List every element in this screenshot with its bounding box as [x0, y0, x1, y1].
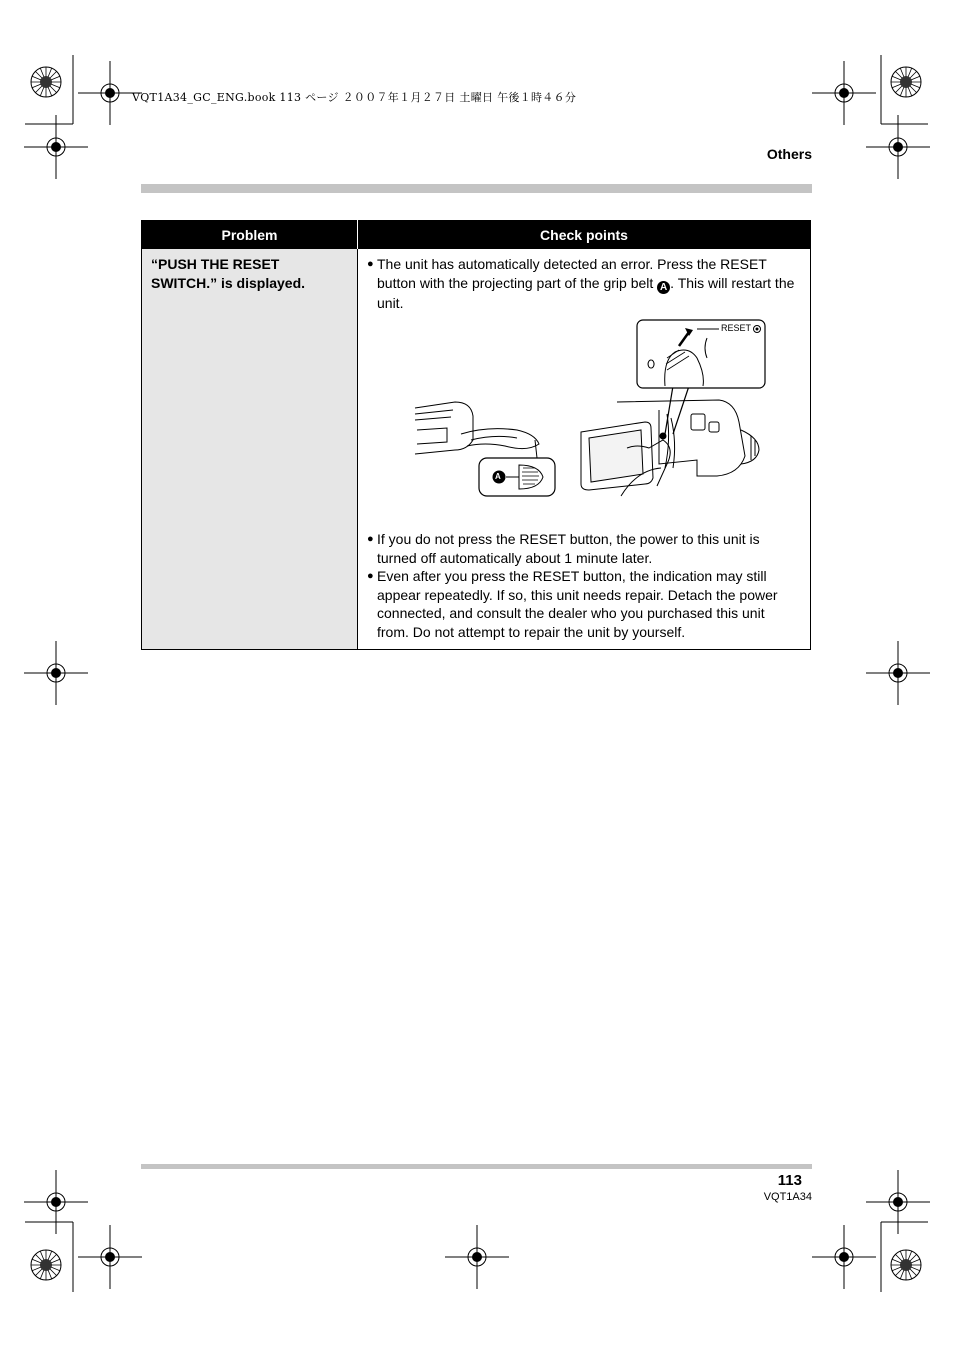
- check-text-post: . This will restart the unit.: [377, 274, 795, 311]
- top-divider-bar: [141, 184, 812, 193]
- page-number: 113: [777, 1172, 802, 1189]
- reset-illustration: [367, 318, 798, 524]
- check-points-cell: [358, 249, 811, 650]
- reset-inset: [637, 320, 765, 434]
- camera-side-view: [415, 402, 539, 458]
- check-point-first: [367, 255, 798, 312]
- table-header-row: [142, 221, 811, 250]
- document-code: VQT1A34: [763, 1191, 812, 1203]
- check-point-text: If you do not press the RESET button, the power to this unit is turned off automatically about 1 minute later.: [377, 531, 760, 566]
- marker-a-icon: A: [657, 281, 670, 294]
- callout-a-label: A: [495, 472, 501, 481]
- callout-a-box: [479, 458, 555, 496]
- check-point-text: Even after you press the RESET button, the indication may still appear repeatedly. If so, this unit needs repair. Detach the power connected, and consult the dealer who you purchased this unit from. Do not attempt to repair the unit by yourself.: [377, 568, 778, 640]
- table-row: [142, 249, 811, 650]
- print-header: VQT1A34_GC_ENG.book 113 ページ ２００７年１月２７日 土曜日 午後１時４６分: [132, 91, 577, 104]
- problem-cell: “PUSH THE RESET SWITCH.” is displayed.: [142, 249, 358, 650]
- section-label: Others: [766, 146, 812, 162]
- header-check-points: Check points: [358, 221, 811, 250]
- check-text-pre: The unit has automatically detected an error. Press the RESET button with the projecting part of the grip belt: [377, 256, 767, 291]
- header-problem: Problem: [142, 221, 358, 250]
- bottom-divider-bar: [141, 1164, 812, 1169]
- troubleshooting-table: [141, 220, 811, 650]
- camera-illustration: [367, 318, 827, 524]
- reset-label: RESET: [721, 323, 752, 333]
- camera-lcd-view: [581, 400, 759, 496]
- check-point-item: [367, 567, 798, 641]
- bullet-icon: ●: [367, 258, 374, 270]
- bullet-icon: ●: [367, 570, 374, 582]
- bullet-icon: ●: [367, 533, 374, 545]
- check-point-item: [367, 530, 798, 567]
